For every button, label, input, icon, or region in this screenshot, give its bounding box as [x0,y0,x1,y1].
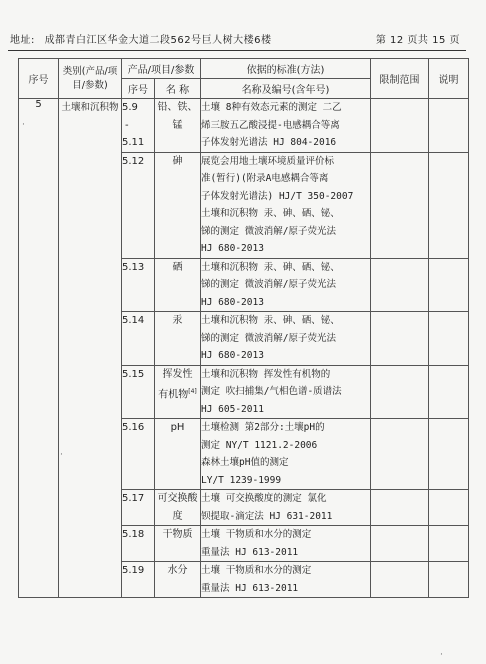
item-name-line [155,117,200,135]
item-name [155,312,201,366]
footnote-marker: [4] [188,388,197,395]
address-label: 地址: [10,35,35,46]
item-limit [371,490,429,526]
standard-line: HJ 605-2011 [201,403,264,415]
standard-line: 重量法 HJ 613-2011 [201,582,299,594]
standard-line: 烯三胺五乙酸浸提-电感耦合等离 [201,119,340,131]
header-standard: 依据的标准(方法) [201,59,371,79]
item-standard [201,490,371,526]
standard-line: 锑的测定 微波消解/原子荧光法 [201,332,336,344]
item-name-line [155,562,200,580]
scan-speck: · [60,450,63,460]
item-number [122,312,155,366]
item-limit [371,419,429,490]
item-limit [371,562,429,598]
item-note [429,312,469,366]
item-note [429,152,469,258]
page-number: 第 12 页共 15 页 [375,35,460,46]
item-name-line [155,153,200,171]
standard-line: 土壤 干物质和水分的测定 [201,529,312,540]
standard-line: 重量法 HJ 613-2011 [201,546,299,558]
item-name-line [155,383,200,404]
item-standard [201,365,371,419]
item-number [122,365,155,419]
item-name-text: 可交换酸度 [157,493,198,522]
item-limit [371,99,429,153]
item-limit [371,152,429,258]
item-name [155,99,201,153]
item-standard [201,258,371,312]
standard-line: 测定 NY/T 1121.2-2006 [201,439,318,451]
standard-line: 土壤和沉积物 汞、砷、硒、铋、 [201,208,340,219]
standard-line: HJ 680-2013 [201,296,264,308]
item-note [429,562,469,598]
standard-line: HJ 680-2013 [201,243,264,254]
item-name-line [155,366,200,384]
scan-speck: · [440,650,443,660]
table-row [19,99,469,153]
item-number [122,152,155,258]
item-name-line [155,312,200,330]
item-number [122,258,155,312]
header-note: 说明 [429,59,469,99]
item-name-text: 铅、铁、 [157,102,198,113]
item-name [155,562,201,598]
standard-line: 锑的测定 微波消解/原子荧光法 [201,225,336,237]
item-name-line [155,419,200,437]
page-header-address [10,31,272,46]
item-note [429,365,469,419]
item-name [155,258,201,312]
header-standard-sub: 名称及编号(含年号) [201,79,371,99]
standard-line: 土壤和沉积物 汞、砷、硒、铋、 [201,315,340,326]
item-name-line [155,490,200,525]
header-param-no: 序号 [122,79,155,99]
item-standard [201,562,371,598]
row-seq: 5 [19,99,59,598]
item-number-line: 5.18 [122,529,145,540]
item-name-line [155,259,200,277]
item-name [155,365,201,419]
header-category [59,59,122,99]
item-name [155,419,201,490]
standard-line: 子体发射光谱法) HJ/T 350-2007 [201,190,354,202]
item-note [429,419,469,490]
header-param-group: 产品/项目/参数 [122,59,201,79]
standard-line: HJ 680-2013 [201,350,264,361]
item-name-text: 汞 [172,315,183,326]
item-standard [201,526,371,562]
item-limit [371,312,429,366]
item-name [155,152,201,258]
row-category: 土壤和沉积物 [59,99,122,598]
item-name [155,490,201,526]
standard-line: 土壤和沉积物 挥发性有机物的 [201,368,331,380]
standard-line: 准(暂行)(附录A电感耦合等离 [201,173,329,184]
item-number [122,99,155,153]
item-note [429,490,469,526]
header-category-text: 类别(产品/项目/参数) [62,65,118,91]
address-text: 成都青白江区华金大道二段562号巨人树大楼6楼 [44,35,272,46]
item-number [122,526,155,562]
header-limit: 限制范围 [371,59,429,99]
item-name-line [155,99,200,117]
item-name-text: 有机物 [158,389,189,401]
item-name-line [155,526,200,544]
standard-line: 土壤 可交换酸度的测定 氯化 [201,493,327,504]
item-name [155,526,201,562]
item-standard [201,99,371,153]
standard-line: 土壤检测 第2部分:土壤pH的 [201,422,325,433]
standard-line: 钡提取-滴定法 HJ 631-2011 [201,510,333,522]
standard-line: 森林土壤pH值的测定 [201,457,289,468]
item-name-text: 水分 [167,565,188,576]
item-number [122,562,155,598]
standard-line: 展览会用地土壤环境质量评价标 [201,155,335,167]
scan-speck: · [22,120,25,130]
item-number-line: 5.15 [122,368,145,380]
item-note [429,526,469,562]
item-limit [371,365,429,419]
item-number-line: 5.19 [122,565,145,576]
item-name-text: 硒 [172,261,183,273]
item-note [429,99,469,153]
item-limit [371,526,429,562]
standard-line: 土壤 干物质和水分的测定 [201,565,312,576]
item-name-text: 砷 [172,155,183,167]
standard-line: 测定 吹扫捕集/气相色谱-质谱法 [201,386,342,397]
item-number-line: 5.16 [122,422,145,433]
standard-line: 锑的测定 微波消解/原子荧光法 [201,279,336,290]
capability-table [18,58,469,598]
item-note [429,258,469,312]
item-number [122,419,155,490]
standard-line: LY/T 1239-1999 [201,474,282,486]
item-standard [201,312,371,366]
item-name-text: 干物质 [162,529,193,540]
standard-line: 子体发射光谱法 HJ 804-2016 [201,137,337,148]
item-number-line: 5.13 [122,261,145,273]
header-param-name: 名 称 [155,79,201,99]
item-standard [201,152,371,258]
item-standard [201,419,371,490]
standard-line: 土壤和沉积物 汞、砷、硒、铋、 [201,261,340,273]
item-number-line: - [125,119,129,131]
item-number-line: 5.9 [122,102,138,113]
item-limit [371,258,429,312]
item-name-text: 挥发性 [162,368,193,380]
item-number-line: 5.14 [122,315,145,326]
item-number-line: 5.12 [122,155,145,167]
standard-line: 土壤 8种有效态元素的测定 二乙 [201,102,342,113]
header-divider [8,50,466,51]
item-number [122,490,155,526]
item-number-line: 5.11 [122,137,145,148]
item-name-text: pH [170,422,185,433]
item-name-text: 锰 [172,119,183,131]
item-number-line: 5.17 [122,493,145,504]
header-seq: 序号 [19,59,59,99]
